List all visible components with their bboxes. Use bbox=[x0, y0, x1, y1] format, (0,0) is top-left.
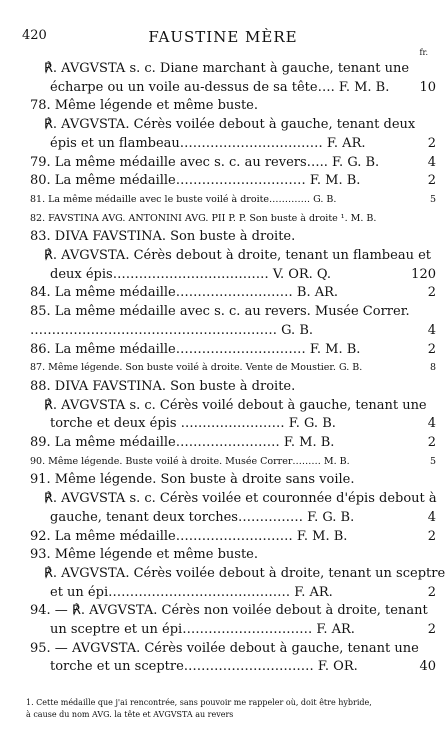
entry-text: ℟. AVGVSTA s. c. Cérès voilée et couronnée d'épis debout à bbox=[44, 491, 437, 507]
entry-line bbox=[0, 471, 446, 488]
entry-value: 40 bbox=[419, 659, 436, 675]
entry-line bbox=[0, 303, 446, 320]
entry-value: 4 bbox=[427, 322, 436, 338]
footnote-line: 1. Cette médaille que j'ai rencontrée, sans pouvoir me rappeler où, doit être hybride, bbox=[26, 698, 372, 707]
entry-value: 8 bbox=[429, 362, 436, 374]
entry-text: ℟. AVGVSTA s. c. Diane marchant à gauche, tenant une bbox=[44, 61, 410, 76]
entry-text: 95. — AVGVSTA. Cérès voilée debout à gauche, tenant une bbox=[30, 640, 419, 656]
footnote-line: à cause du nom AVG. la tête et AVGVSTA au revers bbox=[26, 710, 234, 719]
entry-text: 89. La même médaille…………………… F. M. B. bbox=[30, 435, 335, 450]
entry-text: torche et un sceptre………………………… F. OR. bbox=[50, 659, 358, 675]
entry-text: deux épis……………………………… V. OR. Q. bbox=[50, 266, 332, 282]
entry-line bbox=[0, 378, 446, 395]
entry-text: ………………………………………………… G. B. bbox=[30, 322, 314, 338]
entry-line bbox=[0, 341, 446, 358]
entry-text: 83. DIVA FAVSTINA. Son buste à droite. bbox=[30, 229, 296, 245]
entry-line bbox=[0, 509, 446, 526]
entry-text: et un épi…………………………………… F. AR. bbox=[50, 584, 333, 600]
entry-text: 81. La même médaille avec le buste voilé à droite…………. G. B. bbox=[30, 193, 337, 205]
entry-line bbox=[0, 453, 446, 470]
entry-value: 2 bbox=[427, 528, 436, 544]
entry-line bbox=[0, 640, 446, 657]
entry-value: 2 bbox=[427, 622, 436, 637]
entry-text: épis et un flambeau…………………………… F. AR. bbox=[50, 135, 366, 151]
entry-value: 2 bbox=[427, 584, 436, 600]
entry-line bbox=[0, 116, 446, 133]
entry-line bbox=[0, 191, 446, 208]
entry-text: écharpe ou un voile au-dessus de sa tête…. F. M. B. bbox=[50, 79, 390, 95]
entry-line bbox=[0, 415, 446, 432]
entry-line bbox=[0, 434, 446, 451]
entry-line bbox=[0, 228, 446, 245]
entry-value: 5 bbox=[429, 455, 436, 467]
entry-text: 91. Même légende. Son buste à droite sans voile. bbox=[30, 472, 355, 488]
entry-text: 82. FAVSTINA AVG. ANTONINI AVG. PII P. P. Son buste à droite ¹. M. B. bbox=[30, 212, 377, 224]
entry-text: gauche, tenant deux torches…………… F. G. B. bbox=[50, 509, 355, 525]
entry-line bbox=[0, 528, 446, 545]
entry-text: ℟. AVGVSTA. Cérès voilée debout à droite, tenant un sceptre bbox=[44, 565, 446, 581]
entry-line bbox=[0, 284, 446, 301]
entry-line bbox=[0, 621, 446, 638]
entry-line bbox=[0, 490, 446, 507]
entry-text: un sceptre et un épi………………………… F. AR. bbox=[50, 622, 355, 637]
entry-line bbox=[0, 397, 446, 414]
entry-text: 88. DIVA FAVSTINA. Son buste à droite. bbox=[30, 378, 296, 394]
entry-line bbox=[0, 79, 446, 96]
entry-value: 2 bbox=[427, 435, 436, 450]
entry-line bbox=[0, 97, 446, 114]
entry-line bbox=[0, 546, 446, 563]
entry-text: ℟. AVGVSTA. Cérès debout à droite, tenant un flambeau et bbox=[44, 248, 431, 263]
column-header: fr. bbox=[419, 48, 428, 57]
entry-value: 2 bbox=[427, 285, 436, 301]
entry-line bbox=[0, 658, 446, 675]
entry-text: ℟. AVGVSTA. Cérès voilée debout à gauche, tenant deux bbox=[44, 117, 416, 133]
entry-text: 85. La même médaille avec s. c. au revers. Musée Correr. bbox=[30, 304, 410, 320]
entry-line bbox=[0, 135, 446, 152]
page-title: FAUSTINE MÈRE bbox=[148, 28, 298, 46]
entry-value: 2 bbox=[427, 341, 436, 357]
entry-line bbox=[0, 210, 446, 227]
entry-value: 4 bbox=[427, 509, 436, 525]
entry-text: 94. — ℟. AVGVSTA. Cérès non voilée debout à droite, tenant bbox=[30, 603, 428, 619]
page-header bbox=[0, 28, 446, 48]
entry-text: torche et deux épis …………………… F. G. B. bbox=[50, 416, 336, 432]
entry-value: 4 bbox=[427, 154, 436, 170]
page-number: 420 bbox=[22, 28, 47, 43]
entry-line bbox=[0, 172, 446, 189]
entry-text: 92. La même médaille……………………… F. M. B. bbox=[30, 528, 348, 544]
entry-text: 93. Même légende et même buste. bbox=[30, 547, 258, 563]
entry-line bbox=[0, 322, 446, 339]
entry-line bbox=[0, 602, 446, 619]
entry-value: 10 bbox=[419, 79, 436, 95]
entry-line bbox=[0, 60, 446, 77]
entry-value: 4 bbox=[427, 416, 436, 432]
entry-line bbox=[0, 565, 446, 582]
entry-value: 2 bbox=[427, 135, 436, 151]
footnote bbox=[26, 697, 426, 721]
entry-text: 80. La même médaille………………………… F. M. B. bbox=[30, 173, 361, 189]
entry-line bbox=[0, 359, 446, 376]
entry-text: 87. Même légende. Son buste voilé à droite. Vente de Moustier. G. B. bbox=[30, 362, 363, 374]
entry-line bbox=[0, 584, 446, 601]
entry-text: 84. La même médaille……………………… B. AR. bbox=[30, 285, 339, 301]
entry-line bbox=[0, 154, 446, 171]
entry-text: 79. La même médaille avec s. c. au revers….. F. G. B. bbox=[30, 154, 380, 170]
entry-text: ℟. AVGVSTA s. c. Cérès voilé debout à gauche, tenant une bbox=[44, 397, 427, 413]
entry-text: 86. La même médaille………………………… F. M. B. bbox=[30, 341, 361, 357]
entry-line bbox=[0, 247, 446, 264]
entry-text: 90. Même légende. Buste voilé à droite. Musée Correr……… M. B. bbox=[30, 455, 350, 467]
entry-line bbox=[0, 266, 446, 283]
entry-text: 78. Même légende et même buste. bbox=[30, 98, 258, 114]
entry-value: 5 bbox=[429, 193, 436, 205]
entry-value: 2 bbox=[427, 173, 436, 189]
entry-value: 120 bbox=[411, 266, 436, 282]
